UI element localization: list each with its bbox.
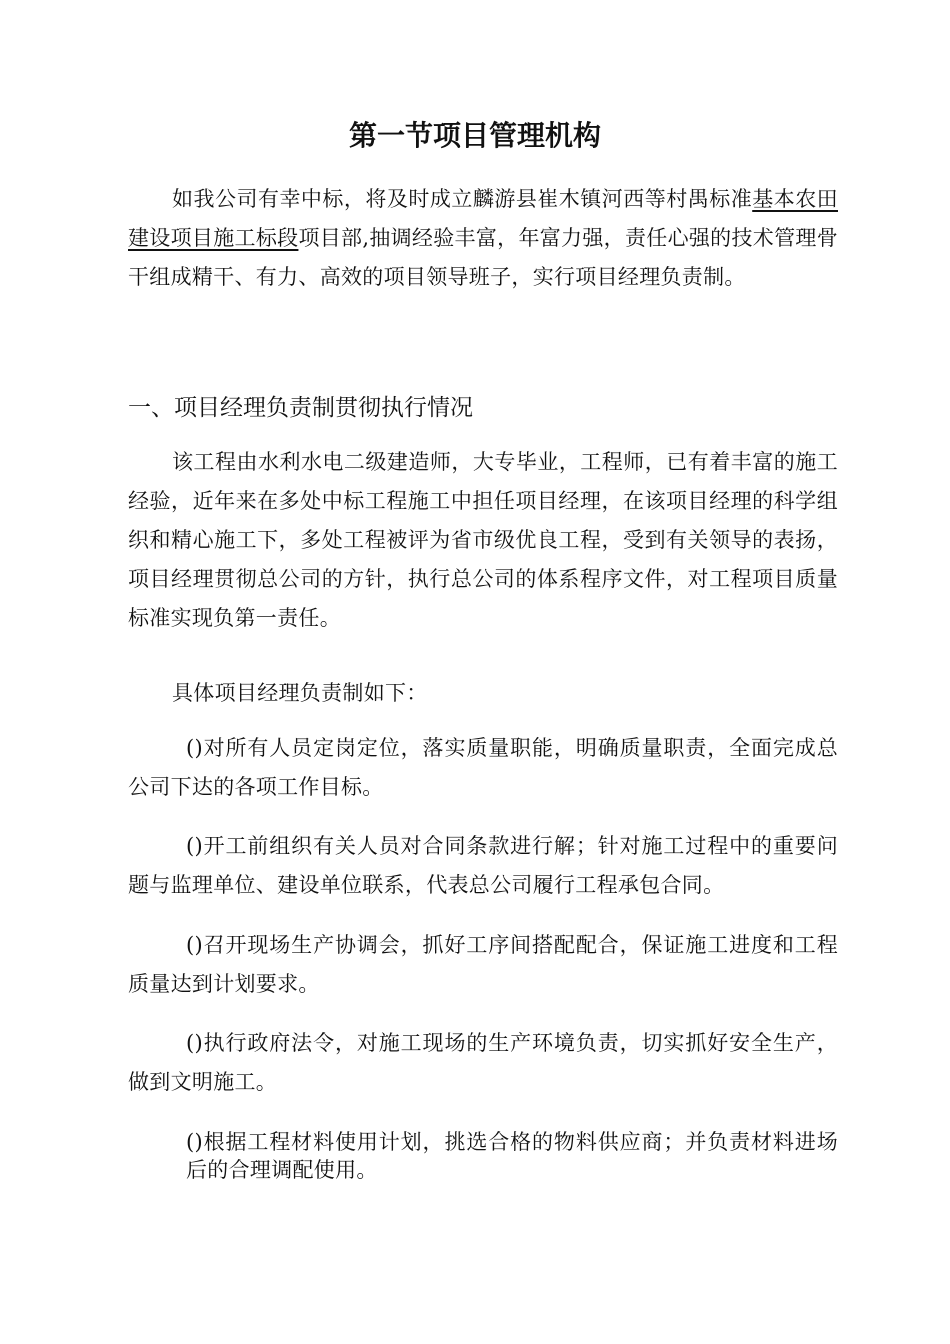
page-title: 第一节项目管理机构 [348,119,601,152]
intro-paragraph [128,180,838,297]
section-paragraph-2: 具体项目经理负责制如下： [172,681,428,705]
section-paragraph-1: 该工程由水利水电二级建造师，大专毕业，工程师，已有着丰富的施工经验，近年来在多处中标工程施工中担任项目经理，在该项目经理的科学组织和精心施工下，多处工程被评为省市级优良工程，受到有关领导的表扬，项目经理贯彻总公司的方针，执行总公司的体系程序文件，对工程项目质量标准实现负第一责任。 [128,450,838,630]
list-item: ()对所有人员定岗定位，落实质量职能，明确质量职责，全面完成总公司下达的各项工作目标。 [128,736,838,799]
list-item: ()根据工程材料使用计划，挑选合格的物料供应商；并负责材料进场后的合理调配使用。 [186,1130,838,1182]
intro-text-after: 项目部,抽调经验丰富，年富力强，责任心强的技术管理骨干组成精干、有力、高效的项目领导班子，实行项目经理负责制。 [128,226,838,289]
list-item: ()开工前组织有关人员对合同条款进行解；针对施工过程中的重要问题与监理单位、建设单位联系，代表总公司履行工程承包合同。 [128,834,838,897]
list-item: ()召开现场生产协调会，抓好工序间搭配配合，保证施工进度和工程质量达到计划要求。 [128,933,838,996]
list-item: ()执行政府法令，对施工现场的生产环境负责，切实抓好安全生产，做到文明施工。 [128,1031,838,1094]
section-heading: 一、项目经理负责制贯彻执行情况 [128,395,473,421]
intro-underlined-text: 基本农田建设项目施工标段 [128,187,838,250]
intro-text-before: 如我公司有幸中标，将及时成立麟游县崔木镇河西等村禺标准 [172,187,753,211]
